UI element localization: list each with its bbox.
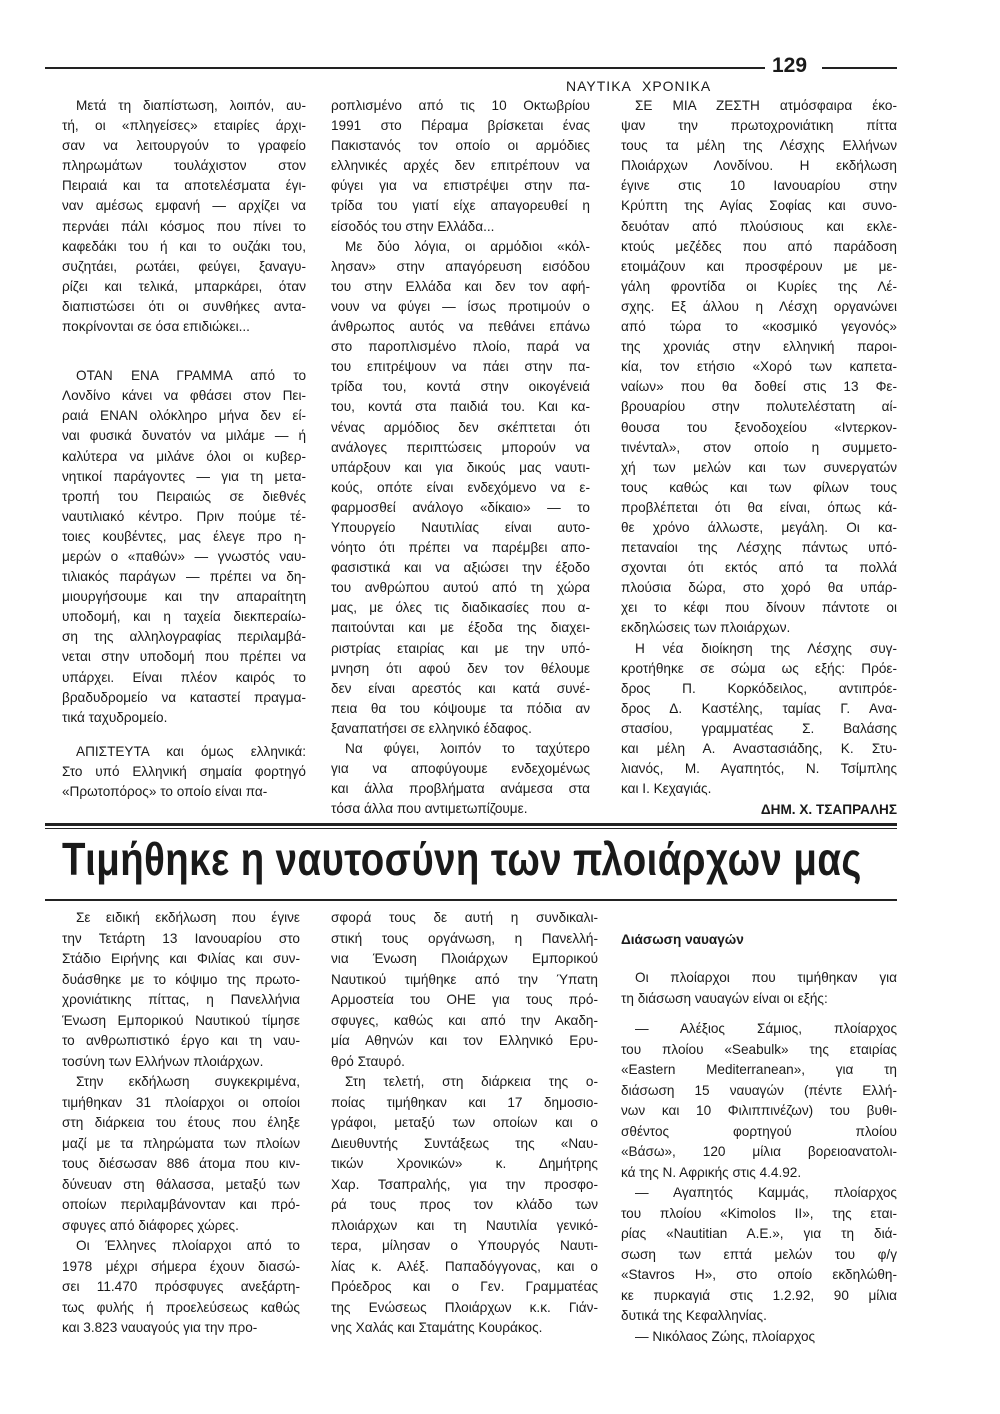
text-line: τη διάσωση ναυαγών είναι οι εξής: [621, 990, 828, 1006]
text-line: Χαρ. Τσαπραλής, για την προσφο- [331, 1176, 598, 1192]
text-line: θουσα του ξενοδοχείου «Ιντερκον- [621, 419, 897, 435]
paragraph [331, 908, 598, 1072]
text-line: Υπουργείο Ναυτιλίας είναι αυτο- [331, 519, 590, 535]
text-line: λιανός, Μ. Αγαπητός, Ν. Τσίμπλης [621, 761, 897, 777]
author-signature: ΔΗΜ. Χ. ΤΣΑΠΡΑΛΗΣ [760, 802, 897, 817]
text-line: για να αποφύγουμε ενδεχομένως [331, 761, 590, 777]
text-line: τους καθώς και των φίλων τους [621, 479, 897, 495]
top-column-2 [331, 96, 590, 819]
section-rule-top-2 [45, 828, 897, 829]
text-line: το ανθρωπιστικό έργο και τη ναυ- [62, 1033, 300, 1048]
text-line: ελληνικές αρχές δεν επιτρέπουν να [331, 158, 590, 174]
text-line: νένας αρμόδιος δεν σκέπτεται ότι [331, 419, 590, 435]
text-line: χρονιάτικης πίττας, η Πανελλήνια [62, 992, 300, 1007]
text-line: Στάδιο Ειρήνης και Φιλίας και συν- [62, 951, 300, 966]
text-line: σφυγες από διάφορες χώρες. [62, 1217, 239, 1233]
magazine-name: ΝΑΥΤΙΚΑ ΧΡΟΝΙΚΑ [566, 78, 712, 94]
top-column-3 [621, 96, 897, 799]
text-line: μαζί με τα πληρώματα των πλοίων [62, 1135, 300, 1151]
text-line: φασιστικά και να αξιώσει την έξοδο [331, 560, 590, 576]
text-line: ετοιμάζουν και προσφέρουν με με- [621, 258, 897, 274]
text-line: μας, με όλες τις διαδικασίες που α- [331, 600, 590, 616]
text-line: καλύτερα να μιλάνε όλοι οι κυβερ- [62, 448, 306, 464]
text-line: σθέντος φορτηγού πλοίου [621, 1123, 897, 1139]
text-line: τή, οι «πληγείσες» εταιρίες άρχι- [62, 118, 306, 134]
text-line: Σε ειδική εκδήλωση που έγινε [76, 910, 300, 925]
text-line: νης Χαλάς και Σταμάτης Κουράκος. [331, 1320, 543, 1335]
text-line: τιλιακός παράγων — πρέπει να δη- [62, 569, 306, 585]
bottom-column-3 [621, 930, 897, 1347]
page-number: 129 [772, 54, 808, 77]
text-line: μία Αθηνών και τον Ελληνικό Ερυ- [331, 1033, 598, 1048]
text-line: τρίδα του, κοντά στην οικογένειά [331, 379, 590, 395]
header-rule-right [822, 67, 897, 69]
text-line: πεταναίοι της Λέσχης πάντως υπό- [621, 540, 897, 556]
text-line: του πλοίου «Seabulk» της εταιρίας [621, 1041, 897, 1057]
text-line: ανάλογες περιπτώσεις μπορούν να [331, 439, 590, 455]
text-line: «Eastern Mediterranean», για τη [621, 1062, 897, 1077]
paragraph [621, 1327, 897, 1348]
text-line: γράφοι, μεταξύ των οποίων και ο [331, 1115, 598, 1130]
text-line: δεν είναι αρεστός και κατά συνέ- [331, 680, 590, 696]
text-line: πλούσια δώρα, στο χορό θα υπάρ- [621, 580, 897, 596]
paragraph [621, 639, 897, 800]
paragraph [62, 96, 306, 337]
paragraph [62, 1072, 300, 1236]
text-line: του πλοίου «Kimolos II», της εται- [621, 1205, 897, 1221]
text-line: πεια θα του κόψουμε τα πόδια αν [331, 700, 590, 716]
text-line: θρό Σταυρό. [331, 1053, 405, 1069]
text-line: ρά τους προς τον κλάδο των [331, 1197, 598, 1212]
text-line: φύγει για να επιστρέψει στην πα- [331, 178, 590, 194]
text-line: Οι Έλληνες πλοίαρχοι από το [76, 1238, 300, 1253]
text-line: τινένταλ», στον οποίο η συμμετο- [621, 439, 897, 455]
text-line: λησαν» στην απαγόρευση εισόδου [331, 258, 590, 274]
text-line: ναι φυσικά δυνατόν να μιλάμε — ή [62, 428, 306, 444]
text-line: του, κοντά στα παιδιά του. Και κα- [331, 399, 590, 415]
text-line: ξαναπατήσει σε ελληνικό έδαφος. [331, 720, 532, 736]
text-line: ναίων» που θα δοθεί στις 13 Φε- [621, 379, 897, 395]
paragraph [621, 96, 897, 639]
text-line: σωση των επτά μελών του φ/γ [621, 1246, 897, 1262]
text-line: κούς, οπότε είναι ενδεχόμενο να ε- [331, 479, 590, 495]
bottom-column-2 [331, 908, 598, 1339]
text-line: Ναυτικού τιμήθηκε από την Ύπατη [331, 971, 598, 987]
text-line: διαπιστώσει ότι οι συνθήκες αντα- [62, 298, 306, 314]
subheading-rescue: Διάσωση ναυαγών [621, 932, 744, 947]
text-line: τους διέσωσαν 886 άτομα που κιν- [62, 1156, 300, 1171]
text-line: διάσωση 15 ναυαγών (πέντε Ελλή- [621, 1082, 897, 1098]
text-line: του επιτρέψουν να πάει στην πα- [331, 359, 590, 375]
text-line: σει 11.470 πρόσφυγες ανεξάρτη- [62, 1279, 300, 1294]
section-rule-bottom [45, 899, 897, 901]
text-line: ροπλισμένο από τις 10 Οκτωβρίου [331, 98, 590, 113]
text-line: συζητάει, ρωτάει, φεύγει, ξαναγυ- [62, 258, 306, 274]
text-line: πλοιάρχων και τη Ναυτιλία γενικό- [331, 1217, 598, 1233]
text-line: έγινε στις 10 Ιανουαρίου στην [621, 178, 897, 194]
text-line: και 3.823 ναυαγούς για την προ- [62, 1320, 258, 1335]
text-line: τοσύνη των Ελλήνων πλοιάρχων. [62, 1053, 264, 1069]
text-line: — Νικόλαος Ζώης, πλοίαρχος [635, 1328, 816, 1344]
text-line: Οι πλοίαρχοι που τιμήθηκαν για [635, 970, 897, 985]
header-rule-left [45, 67, 765, 69]
text-line: βρουαρίου στην πολυτελέστατη αί- [621, 399, 897, 415]
paragraph [331, 96, 590, 237]
text-line: δρος Π. Κορκόδειλος, αντιπρόε- [621, 680, 897, 696]
text-line: τους τα μέλη της Λέσχης Ελλήνων [621, 138, 897, 154]
text-line: 1978 μέχρι σήμερα έχουν διασώ- [62, 1258, 300, 1274]
text-line: δευόταν από πλούσιους και εκλε- [621, 218, 897, 234]
text-line: φαρμοσθεί ανάλογο «δίκαιο» — το [331, 499, 590, 515]
text-line: ΣΕ ΜΙΑ ΖΕΣΤΗ ατμόσφαιρα έκο- [635, 98, 897, 113]
text-line: ρίζει και τελικά, μπαρκάρει, όταν [62, 278, 306, 294]
text-line: «Βάσω», 120 μίλια βορειοανατολι- [621, 1144, 897, 1159]
text-line: Να φύγει, λοιπόν το ταχύτερο [345, 741, 590, 756]
text-line: και μέλη Α. Αναστασιάδης, Κ. Στυ- [621, 741, 897, 756]
paragraph [62, 908, 300, 1072]
text-line: δρος Δ. Καστέλης, ταμίας Γ. Ανα- [621, 700, 897, 716]
paragraph [331, 237, 590, 739]
text-line: Πρόεδρος και ο Γεν. Γραμματέας [331, 1279, 598, 1294]
bottom-column-1 [62, 908, 300, 1339]
text-line: Στη τελετή, στη διάρκεια της ο- [345, 1074, 598, 1089]
text-line: Αρμοστεία του ΟΗΕ για τους πρό- [331, 992, 598, 1007]
text-line: «Stavros H», στο οποίο εκδηλώθη- [621, 1267, 897, 1282]
text-line: νια Ένωση Πλοιάρχων Εμπορικού [331, 951, 598, 966]
text-line: γάλη φροντίδα οι Κυρίες της Λέ- [621, 278, 897, 294]
section-rule-top [45, 823, 897, 826]
text-line: από τώρα το «κοσμικό γεγονός» [621, 319, 897, 335]
paragraph [331, 739, 590, 819]
text-line: πληρωμάτων τουλάχιστον στον [62, 158, 306, 174]
text-line: ρίας «Nautitian A.E.», για τη διά- [621, 1226, 897, 1241]
text-line: Λονδίνο κάνει να φθάσει στον Πει- [62, 388, 306, 404]
text-line: στο παροπλισμένο πλοίο, παρά να [331, 339, 590, 355]
paragraph [331, 1072, 598, 1339]
text-line: τικών Χρονικών» κ. Δημήτρης [331, 1156, 598, 1171]
article-headline: Τιμήθηκε η ναυτοσύνη των πλοιάρχων μας [62, 833, 862, 885]
text-line: είσοδός του στην Ελλάδα... [331, 218, 495, 234]
text-line: σαν να λειτουργούν το γραφείο [62, 138, 306, 154]
text-line: νουν να φύγει — ίσως προτιμούν ο [331, 298, 590, 314]
text-line: τοιες κουβέντες, μας έλεγε προ η- [62, 528, 306, 544]
text-line: Πακιστανός τον οποίο οι αρμόδιες [331, 138, 590, 154]
text-line: μιουργήσουμε και την απαραίτητη [62, 589, 306, 605]
text-line: 1991 στο Πέραμα βρίσκεται ένας [331, 118, 590, 134]
text-line: κε πυρκαγιά στις 1.2.92, 90 μίλια [621, 1287, 897, 1303]
text-line: προβλέπεται ότι θα είναι, όπως κά- [621, 499, 897, 515]
text-line: ποίας τιμήθηκαν και 17 δημοσιο- [331, 1094, 598, 1110]
text-line: τιμήθηκαν 31 πλοίαρχοι οι οποίοι [62, 1094, 300, 1110]
paragraph [621, 968, 897, 1009]
paragraph [621, 1183, 897, 1327]
text-line: τόσα άλλα που αντιμετωπίζουμε. [331, 801, 528, 817]
text-line: τερα, μίλησαν ο Υπουργός Ναυτι- [331, 1238, 598, 1253]
text-line: στική τους οργάνωση, η Πανελλή- [331, 930, 598, 946]
text-line: Η νέα διοίκηση της Λέσχης συγ- [635, 640, 897, 656]
paragraph [62, 1236, 300, 1339]
text-line: δυτικά της Κεφαλληνίας. [621, 1308, 767, 1323]
text-line: δύνευαν στη θάλασσα, μεταξύ των [62, 1176, 300, 1192]
text-line: νων και 10 Φιλιππινέζων) του βυθι- [621, 1103, 897, 1118]
text-line: χει το κέφι που δίνουν πάντοτε οι [621, 600, 897, 616]
text-line: κία, τον ετήσιο «Χορό των καπετα- [621, 359, 897, 375]
text-line: ναυτιλιακό κέντρο. Πριν πούμε τέ- [62, 508, 306, 524]
text-line: κά της Ν. Αφρικής στις 4.4.92. [621, 1164, 802, 1180]
text-line: καφεδάκι του ή και το ουζάκι του, [62, 238, 306, 254]
text-line: τως φυλής ή προελεύσεως καθώς [62, 1299, 300, 1315]
text-line: την Τετάρτη 13 Ιανουαρίου στο [62, 930, 300, 946]
text-line: στασίου, γραμματέας Σ. Βαλάσης [621, 720, 897, 736]
text-line: σφυγες, καθώς και από την Ακαδη- [331, 1012, 598, 1028]
text-line: στη διάρκεια του έτους που έληξε [62, 1115, 300, 1130]
text-line: σχονται ότι εκτός από τα πολλά [621, 560, 897, 576]
text-line: νητικοί παράγοντες — για τη μετα- [62, 468, 306, 484]
text-line: άνθρωπος αυτός να πεθάνει επάνω [331, 319, 590, 335]
text-line: ψαν την πρωτοχρονιάτικη πίττα [621, 118, 897, 134]
text-line: παιτούνται και με έξοδα της διαχει- [331, 620, 590, 636]
text-line: ΟΤΑΝ ΕΝΑ ΓΡΑΜΜΑ από το [76, 368, 306, 384]
text-line: ραιά ΕΝΑΝ ολόκληρο μήνα δεν εί- [62, 408, 306, 424]
text-line: τικά ταχυδρομείο. [62, 709, 168, 725]
text-line: μνηση ότι αφού δεν τον θέλουμε [331, 660, 590, 676]
text-line: υπάρχει. Είναι πλέον καιρός το [62, 669, 306, 685]
text-line: υπάρξουν και για δικούς μας ναυτι- [331, 459, 590, 475]
text-line: τροπή του Πειραιώς σε διεθνές [62, 488, 306, 504]
text-line: του στην Ελλάδα και δεν τον αφή- [331, 278, 590, 294]
paragraph [62, 742, 306, 802]
text-line: νεται στην υποδομή που πρέπει να [62, 649, 306, 665]
text-line: — Αγαπητός Καμμάς, πλοίαρχος [635, 1185, 897, 1200]
text-line: ΑΠΙΣΤΕΥΤΑ και όμως ελληνικά: [76, 743, 306, 759]
paragraph [621, 1019, 897, 1183]
text-line: οποίων περιλαμβάνονταν και πρό- [62, 1197, 300, 1212]
paragraph [62, 366, 306, 728]
text-line: ση της αλληλογραφίας περιλαμβά- [62, 629, 306, 645]
text-line: Διευθυντής Συντάξεως της «Ναυ- [331, 1135, 598, 1151]
text-line: τρίδα του γιατί είχε απαγορευθεί η [331, 198, 590, 214]
rescue-list [621, 968, 897, 1347]
text-line: Στο υπό Ελληνική σημαία φορτηγό [62, 763, 306, 779]
text-line: κτούς μεζέδες που από παράδοση [621, 238, 897, 254]
text-line: κροτήθηκε σε σώμα ως εξής: Πρόε- [621, 660, 897, 676]
text-line: σφορά τους δε αυτή η συνδικαλι- [331, 910, 598, 925]
text-line: Μετά τη διαπίστωση, λοιπόν, αυ- [76, 98, 306, 113]
text-line: της χρονιάς στην ελληνική παροι- [621, 339, 897, 355]
text-line: Με δύο λόγια, οι αρμόδιοι «κόλ- [345, 238, 590, 254]
text-line: «Πρωτοπόρος» το οποίο είναι πα- [62, 784, 268, 799]
text-line: σχης. Εξ άλλου η Λέσχη οργανώνει [621, 298, 897, 314]
text-line: Κρύπτη της Αγίας Σοφίας και συνο- [621, 198, 897, 214]
text-line: ναν αμέσως εμφανή — αρχίζει να [62, 198, 306, 214]
text-line: του ανθρώπου αυτού από τη χώρα [331, 580, 590, 596]
text-line: περνάει πάλι κόσμος που πίνει το [62, 218, 306, 234]
text-line: υποδομή, και η ταχεία διεκπεραίω- [62, 609, 306, 625]
text-line: εκδηλώσεις των πλοιάρχων. [621, 620, 791, 636]
text-line: μερών ο «παθών» — γνωστός ναυ- [62, 548, 306, 564]
text-line: Πλοιάρχων Λονδίνου. Η εκδήλωση [621, 158, 897, 174]
text-line: Πειραιά και τα αποτελέσματα έγι- [62, 178, 306, 194]
text-line: και Ι. Κεχαγιάς. [621, 781, 712, 797]
text-line: νόητο ότι πρέπει να παρέμβει απο- [331, 540, 590, 556]
text-line: Στην εκδήλωση συγκεκριμένα, [76, 1074, 300, 1089]
text-line: της Ενώσεως Πλοιάρχων κ.κ. Γιάν- [331, 1299, 598, 1315]
text-line: — Αλέξιος Σάμιος, πλοίαρχος [635, 1021, 897, 1036]
text-line: δυάσθηκε με το κόψιμο της πρωτο- [62, 971, 300, 987]
text-line: και άλλα προβλήματα ανάμεσα στα [331, 781, 590, 797]
text-line: χή των μελών και των συνεργατών [621, 459, 897, 475]
text-line: ριστρίας εταιρίας και με την υπό- [331, 640, 590, 656]
text-line: θε χρόνο άλλωστε, μεγάλη. Οι κα- [621, 519, 897, 535]
text-line: ποκρίνονται σε όσα επιδιώκει... [62, 319, 250, 335]
text-line: λίας κ. Αλέξ. Παπαδόγγονας, και ο [331, 1258, 598, 1274]
top-column-1 [62, 96, 306, 802]
text-line: Ένωση Εμπορικού Ναυτικού τίμησε [62, 1012, 300, 1028]
text-line: βραδυδρομείο να καταστεί πραγμα- [62, 689, 306, 705]
